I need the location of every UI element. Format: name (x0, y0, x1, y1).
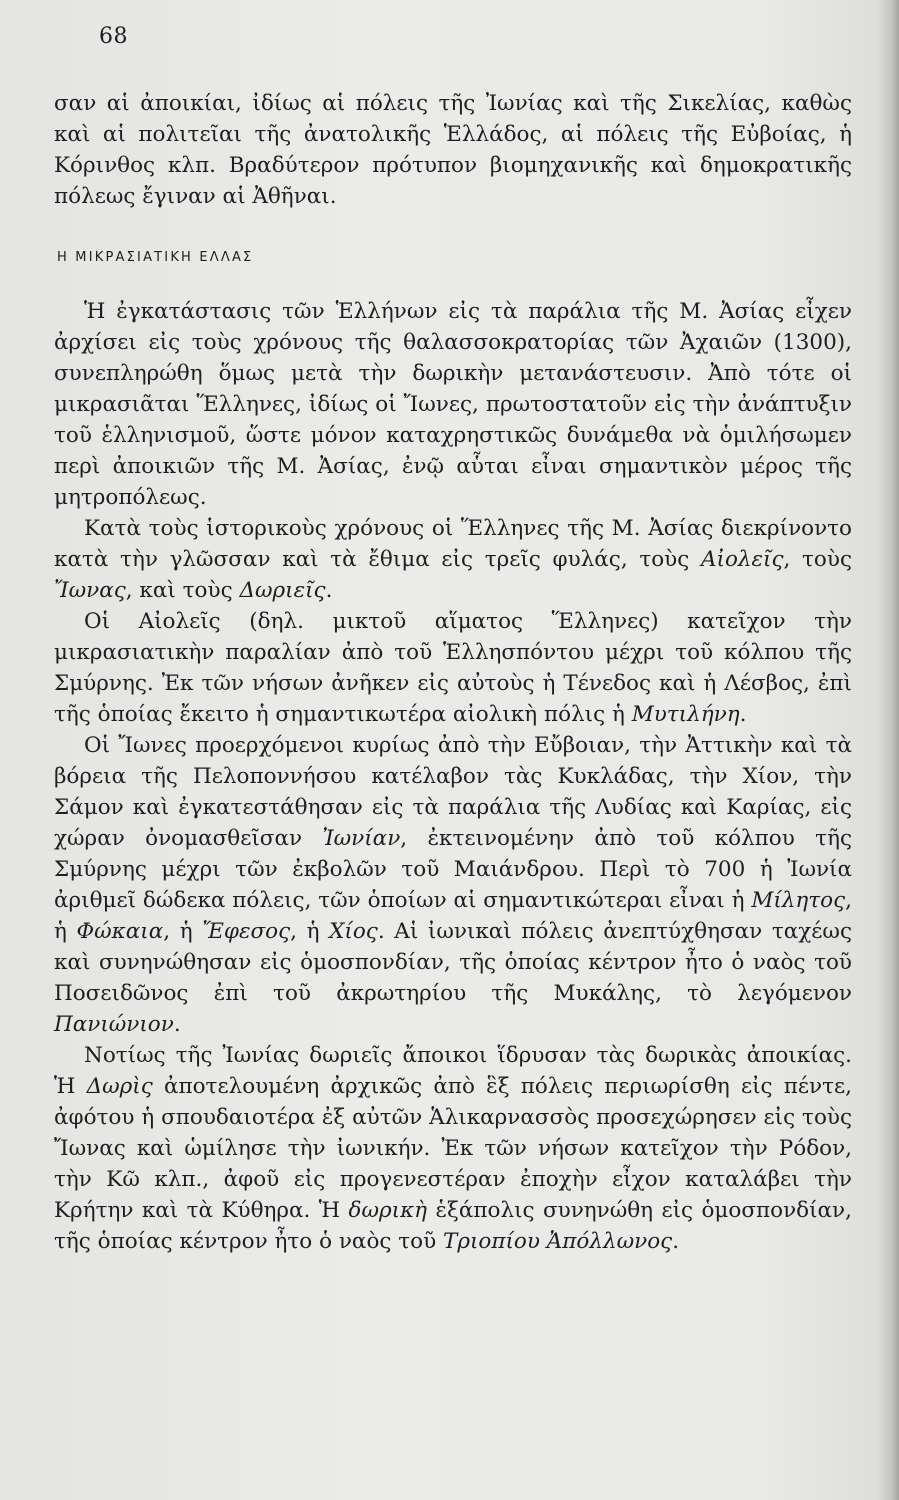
aiolians-text: Οἱ Αἰολεῖς (δηλ. μικτοῦ αἵματος Ἕλληνες) κατεῖχον τὴν μικρασιατικὴν παραλίαν ἀπὸ τοῦ Ἑλλησπόντου μέχρι τοῦ κόλπου τῆς Σμύρνης. Ἐκ τῶν νήσων ἀνῆκεν εἰς αὐτοὺς ἡ Τένεδος καὶ ἡ Λέσβος, ἐπὶ τῆς ὁποίας ἔκειτο ἡ σημαντικωτέρα αἰολικὴ πόλις ἡ (54, 609, 852, 727)
ionians-end: . (173, 1012, 181, 1037)
term-doris: Δωρὶς (86, 1074, 153, 1099)
paragraph-dorians (54, 1040, 852, 1257)
dorians-text-1: Νοτίως τῆς Ἰωνίας δωριεῖς ἄποικοι ἵδρυσαν τὰς δωρικὰς ἀποικίας. Ἡ (54, 1043, 852, 1099)
term-ephesus: Ἔφεσος (202, 919, 291, 944)
term-doric: δωρικὴ (348, 1198, 428, 1223)
term-mytilene: Μυτιλήνη (631, 702, 740, 727)
tribes-separator-1: , τοὺς (783, 547, 852, 572)
term-ionia: Ἰωνίαν (322, 826, 401, 851)
tribes-text: Κατὰ τοὺς ἱστορικοὺς χρόνους οἱ Ἕλληνες τῆς Μ. Ἀσίας διεκρίνοντο κατὰ τὴν γλῶσσαν καὶ τὰ ἔθιμα εἰς τρεῖς φυλάς, τοὺς (54, 516, 852, 572)
paragraph-ionians (54, 730, 852, 1040)
page-edge-shadow (877, 0, 899, 1500)
page-number: 68 (99, 24, 128, 49)
ionians-sep-1: , ἡ (54, 888, 852, 944)
paragraph-tribes (54, 513, 852, 606)
term-miletus: Μίλητος (751, 888, 846, 913)
dorians-end: . (672, 1229, 680, 1254)
ionians-text-1: Οἱ Ἴωνες προερχόμενοι κυρίως ἀπὸ τὴν Εὔβοιαν, τὴν Ἀττικὴν καὶ τὰ βόρεια τῆς Πελοποννήσου κατέλαβον τὰς Κυκλάδας, τὴν Χίον, τὴν Σάμον καὶ ἐγκατεστάθησαν εἰς τὰ παράλια τῆς Λυδίας καὶ Καρίας, εἰς χώραν ὀνομασθεῖσαν (54, 733, 852, 851)
section-body (54, 296, 852, 1257)
term-aiolians: Αἰολεῖς (700, 547, 784, 572)
term-panionion: Πανιώνιον (54, 1012, 174, 1037)
ionians-sep-3: , ἡ (290, 919, 320, 944)
ionians-text-3: . Αἱ ἰωνικαὶ πόλεις ἀνεπτύχθησαν ταχέως καὶ συνηνώθησαν εἰς ὁμοσπονδίαν, τῆς ὁποίας κέντρον ἦτο ὁ ναὸς τοῦ Ποσειδῶνος ἐπὶ τοῦ ἀκρωτηρίου τῆς Μυκάλης, τὸ λεγόμενον (54, 919, 852, 1006)
aiolians-end: . (739, 702, 747, 727)
tribes-end: . (325, 578, 333, 603)
section-heading: Η ΜΙΚΡΑΣΙΑΤΙΚΗ ΕΛΛΑΣ (57, 250, 254, 265)
intro-paragraph: σαν αἱ ἀποικίαι, ἰδίως αἱ πόλεις τῆς Ἰωνίας καὶ τῆς Σικελίας, καθὼς καὶ αἱ πολιτεῖαι τῆς ἀνατολικῆς Ἑλλάδος, αἱ πόλεις τῆς Εὐβοίας, ἡ Κόρινθος κλπ. Βραδύτερον πρότυπον βιομηχανικῆς καὶ δημοκρατικῆς πόλεως ἔγιναν αἱ Ἀθῆναι. (54, 91, 852, 209)
dorians-text-3: ἑξάπολις συνηνώθη εἰς ὁμοσπονδίαν, τῆς ὁποίας κέντρον ἦτο ὁ ναὸς τοῦ (54, 1198, 852, 1254)
dorians-text-2: ἀποτελουμένη ἀρχικῶς ἀπὸ ἓξ πόλεις περιωρίσθη εἰς πέντε, ἀφότου ἡ σπουδαιοτέρα ἐξ αὐτῶν Ἁλικαρνασσὸς προσεχώρησεν εἰς τοὺς Ἴωνας καὶ ὡμίλησε τὴν ἰωνικήν. Ἐκ τῶν νήσων κατεῖχον τὴν Ρόδον, τὴν Κῶ κλπ., ἀφοῦ εἰς προγενεστέραν ἐποχὴν εἶχον καταλάβει τὴν Κρήτην καὶ τὰ Κύθηρα. Ἡ (54, 1074, 852, 1223)
tribes-separator-2: , καὶ τοὺς (125, 578, 233, 603)
paragraph-settlement: Ἡ ἐγκατάστασις τῶν Ἑλλήνων εἰς τὰ παράλια τῆς Μ. Ἀσίας εἶχεν ἀρχίσει εἰς τοὺς χρόνους τῆς θαλασσοκρατορίας τῶν Ἀχαιῶν (1300), συνεπληρώθη ὅμως μετὰ τὴν δωρικὴν μετανάστευσιν. Ἀπὸ τότε οἱ μικρασιᾶται Ἕλληνες, ἰδίως οἱ Ἴωνες, πρωτοστατοῦν εἰς τὴν ἀνάπτυξιν τοῦ ἑλληνισμοῦ, ὥστε μόνον καταχρηστικῶς δυνάμεθα νὰ ὁμιλήσωμεν περὶ ἀποικιῶν τῆς Μ. Ἀσίας, ἐνῷ αὗται εἶναι σημαντικὸν μέρος τῆς μητροπόλεως. (54, 299, 852, 510)
ionians-text-2: , ἐκτεινομένην ἀπὸ τοῦ κόλπου τῆς Σμύρνης μέχρι τῶν ἐκβολῶν τοῦ Μαιάνδρου. Περὶ τὸ 700 ἡ Ἰωνία ἀριθμεῖ δώδεκα πόλεις, τῶν ὁποίων αἱ σημαντικώτεραι εἶναι ἡ (54, 826, 852, 913)
ionians-sep-2: , ἡ (163, 919, 193, 944)
intro-text-block (54, 88, 852, 212)
term-dorians: Δωριεῖς (239, 578, 326, 603)
term-ionians: Ἴωνας (54, 578, 126, 603)
term-phocaea: Φώκαια (76, 919, 164, 944)
paragraph-aiolians (54, 606, 852, 730)
term-chios: Χίος (329, 919, 378, 944)
term-triopian-apollo: Τριοπίου Ἀπόλλωνος (443, 1229, 673, 1254)
